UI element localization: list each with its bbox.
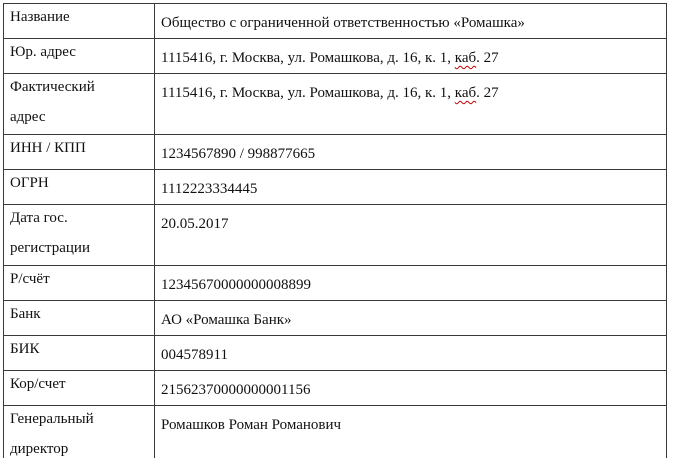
row-value: Общество с ограниченной ответственностью «Ромашка» [161, 15, 525, 31]
row-label-cell [4, 205, 155, 266]
row-value-cell [155, 39, 667, 74]
row-label: Р/счёт [10, 271, 50, 287]
row-value: 004578911 [161, 347, 228, 363]
table-row-legal-address [4, 39, 667, 74]
row-label-line-2: регистрации [10, 240, 90, 256]
row-value: 1112223334445 [161, 181, 258, 197]
table-row-actual-address [4, 74, 667, 135]
company-requisites-table [3, 3, 667, 458]
row-label-cell [4, 406, 155, 458]
row-label-line-1: Генеральный [10, 411, 94, 427]
table-row-name [4, 4, 667, 39]
table-row-inn-kpp [4, 135, 667, 170]
row-value-cell [155, 205, 667, 266]
row-label-cell [4, 74, 155, 135]
table-row-settlement-account [4, 266, 667, 301]
row-value: 12345670000000008899 [161, 277, 311, 293]
address-tail-text: . 27 [476, 50, 499, 66]
table-row-correspondent-account [4, 371, 667, 406]
row-value [161, 43, 499, 73]
row-label: ИНН / КПП [10, 140, 86, 156]
row-value-cell [155, 301, 667, 336]
row-label-cell [4, 301, 155, 336]
row-label-line-2: адрес [10, 109, 46, 125]
row-label: Юр. адрес [10, 44, 76, 60]
row-value: Ромашков Роман Романович [161, 417, 342, 433]
row-value-cell [155, 336, 667, 371]
row-value: 1234567890 / 998877665 [161, 146, 316, 162]
row-value: АО «Ромашка Банк» [161, 312, 292, 328]
table-row-bank [4, 301, 667, 336]
row-value-cell [155, 170, 667, 205]
row-label-cell [4, 371, 155, 406]
row-label-line-1: Дата гос. [10, 210, 68, 226]
row-label: Название [10, 9, 70, 25]
row-label: ОГРН [10, 175, 49, 191]
row-value-cell [155, 266, 667, 301]
row-label-cell [4, 135, 155, 170]
row-value-cell [155, 135, 667, 170]
row-value: 20.05.2017 [161, 216, 229, 232]
spellcheck-underlined-word: каб [454, 85, 477, 101]
row-label-line-2: директор [10, 441, 69, 457]
row-value-cell [155, 4, 667, 39]
spellcheck-underlined-word: каб [454, 50, 477, 66]
row-label-cell [4, 39, 155, 74]
row-value-cell [155, 406, 667, 458]
table-row-ogrn [4, 170, 667, 205]
row-label-cell [4, 336, 155, 371]
row-label-cell [4, 4, 155, 39]
row-value-cell [155, 371, 667, 406]
row-label-cell [4, 266, 155, 301]
row-label: Банк [10, 306, 41, 322]
row-value [161, 78, 499, 108]
row-value-cell [155, 74, 667, 135]
table-row-registration-date [4, 205, 667, 266]
row-label: БИК [10, 341, 40, 357]
address-main-text: 1115416, г. Москва, ул. Ромашкова, д. 16, к. 1, [161, 50, 455, 66]
address-main-text: 1115416, г. Москва, ул. Ромашкова, д. 16, к. 1, [161, 85, 455, 101]
row-value: 21562370000000001156 [161, 382, 311, 398]
table-row-general-director [4, 406, 667, 458]
row-label-line-1: Фактический [10, 79, 95, 95]
row-label-cell [4, 170, 155, 205]
table-row-bik [4, 336, 667, 371]
row-label: Кор/счет [10, 376, 66, 392]
address-tail-text: . 27 [476, 85, 499, 101]
